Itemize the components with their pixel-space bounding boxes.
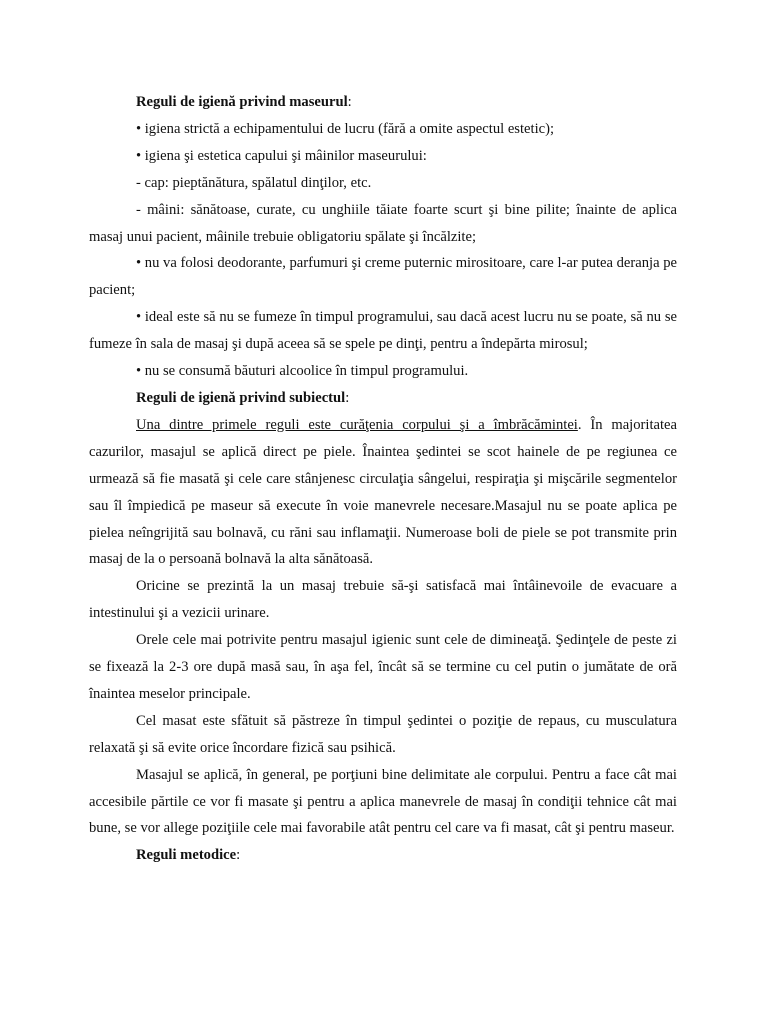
heading-text: Reguli de igienă privind maseurul xyxy=(136,94,348,110)
list-item: • nu se consumă băuturi alcoolice în timpul programului. xyxy=(136,363,469,380)
paragraph-evacuare: Oricine se prezintă la un masaj trebuie să-şi satisfacă mai întâinevoile de evacuare a intestinului şi a vezicii urinare. xyxy=(89,578,677,622)
section-heading-subiect xyxy=(89,385,677,412)
heading-colon: : xyxy=(236,847,241,864)
heading-colon: : xyxy=(345,389,350,406)
list-item: - mâini: sănătoase, curate, cu unghiile tăiate foarte scurt şi bine pilite; înainte de aplica masaj unui pacient, mâinile trebuie obligatoriu spălate şi încălzite; xyxy=(89,201,677,245)
section-heading-maseur xyxy=(89,89,677,116)
document-page xyxy=(89,89,677,869)
heading-text: Reguli metodice xyxy=(136,847,237,864)
paragraph-pozitie: Cel masat este sfătuit să păstreze în timpul şedintei o poziţie de repaus, cu musculatura relaxată şi să evite orice încordare fizică sau psihică. xyxy=(89,712,677,756)
list-item: • igiena şi estetica capului şi mâinilor maseurului: xyxy=(136,147,427,164)
heading-colon: : xyxy=(347,94,352,110)
paragraph-ore: Orele cele mai potrivite pentru masajul igienic sunt cele de dimineaţă. Şedinţele de peste zi se fixează la 2-3 ore după masă sau, în aşa fel, încât să se termine cu cel putin o jumătate de oră înaintea meselor principale. xyxy=(89,632,677,702)
paragraph-curatenie xyxy=(89,412,677,573)
underlined-rule: Una dintre primele reguli este curăţenia corpului şi a îmbrăcămintei xyxy=(136,416,578,433)
paragraph-portiuni: Masajul se aplică, în general, pe porţiuni bine delimitate ale corpului. Pentru a face cât mai accesibile părtile ce vor fi masate şi pentru a aplica manevrele de masaj în condiţii tehnice cât mai bune, se vor allege poziţiile cele mai favorabile atât pentru cel care va fi masat, cât şi pentru maseur. xyxy=(89,766,677,837)
list-item: • igiena strictă a echipamentului de lucru (fără a omite aspectul estetic); xyxy=(136,120,555,137)
heading-text: Reguli de igienă privind subiectul xyxy=(136,389,346,406)
section-heading-metodice xyxy=(89,842,677,869)
list-item: • nu va folosi deodorante, parfumuri şi creme puternic mirositoare, care l-ar putea deranja pe pacient; xyxy=(89,255,677,299)
list-item: • ideal este să nu se fumeze în timpul programului, sau dacă acest lucru nu se poate, să nu se fumeze în sala de masaj şi după aceea să se spele pe dinţi, pentru a îndepărta mirosul; xyxy=(89,309,677,353)
paragraph-text: . În majoritatea cazurilor, masajul se aplică direct pe piele. Înaintea şedintei se scot hainele de pe regiunea ce urmează să fie masată şi cele care stânjenesc circulaţia sângelui, respiraţia şi mişcările segmentelor sau îl împiedică pe maseur să execute în voie manevrele necesare.Masajul nu se poate aplica pe pielea neîngrijită sau bolnavă, cu răni sau inflamaţii. Numeroase boli de piele se pot transmite prin masaj de la o persoană bolnavă la alta sănătoasă. xyxy=(89,416,677,568)
list-item: - cap: pieptănătura, spălatul dinţilor, etc. xyxy=(136,174,372,191)
